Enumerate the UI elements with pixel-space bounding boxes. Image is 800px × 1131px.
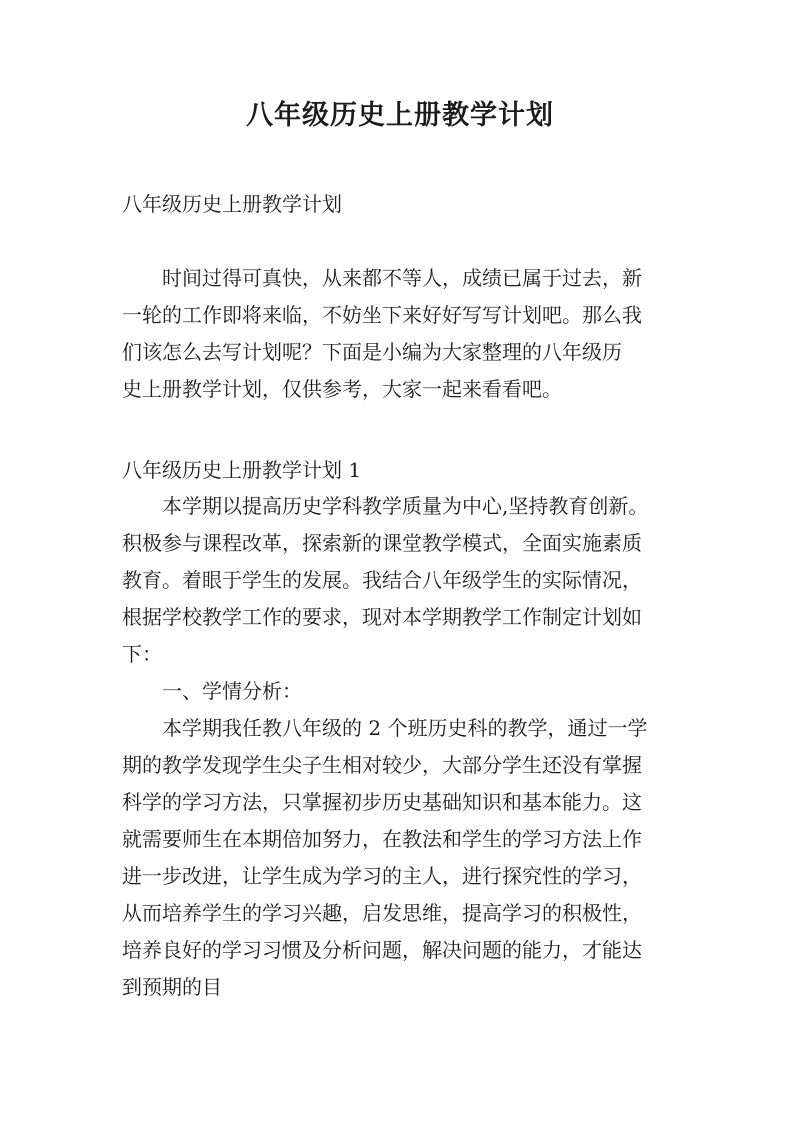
document-title: 八年级历史上册教学计划 — [246, 100, 554, 131]
paragraph-line: 科学的学习方法，只掌握初步历史基础知识和基本能力。这 — [122, 790, 642, 814]
paragraph-line: 期的教学发现学生尖子生相对较少，大部分学生还没有掌握 — [122, 753, 642, 777]
paragraph-line: 积极参与课程改革，探索新的课堂教学模式，全面实施素质 — [122, 531, 642, 555]
paragraph-line: 进一步改进，让学生成为学习的主人，进行探究性的学习， — [122, 864, 642, 888]
paragraph-line: 本学期我任教八年级的 2 个班历史科的教学，通过一学 — [162, 716, 648, 740]
paragraph-line: 下： — [122, 642, 162, 666]
paragraph-line: 根据学校教学工作的要求，现对本学期教学工作制定计划如 — [122, 605, 642, 629]
section-heading: 八年级历史上册教学计划 1 — [122, 458, 362, 482]
subheading: 一、学情分析： — [162, 679, 302, 703]
intro-line: 一轮的工作即将来临，不妨坐下来好好写写计划吧。那么我 — [122, 303, 642, 327]
intro-line: 史上册教学计划，仅供参考，大家一起来看看吧。 — [122, 377, 562, 401]
intro-line: 们该怎么去写计划呢？下面是小编为大家整理的八年级历 — [122, 340, 622, 364]
document-subtitle: 八年级历史上册教学计划 — [122, 192, 342, 216]
paragraph-line: 到预期的目 — [122, 975, 222, 999]
paragraph-line: 培养良好的学习习惯及分析问题，解决问题的能力，才能达 — [122, 938, 642, 962]
paragraph-line: 本学期以提高历史学科教学质量为中心,坚持教育创新。 — [162, 494, 649, 518]
intro-line: 时间过得可真快，从来都不等人，成绩已属于过去，新 — [162, 266, 642, 290]
paragraph-line: 教育。着眼于学生的发展。我结合八年级学生的实际情况， — [122, 568, 642, 592]
paragraph-line: 就需要师生在本期倍加努力，在教法和学生的学习方法上作 — [122, 827, 642, 851]
paragraph-line: 从而培养学生的学习兴趣，启发思维，提高学习的积极性， — [122, 901, 642, 925]
